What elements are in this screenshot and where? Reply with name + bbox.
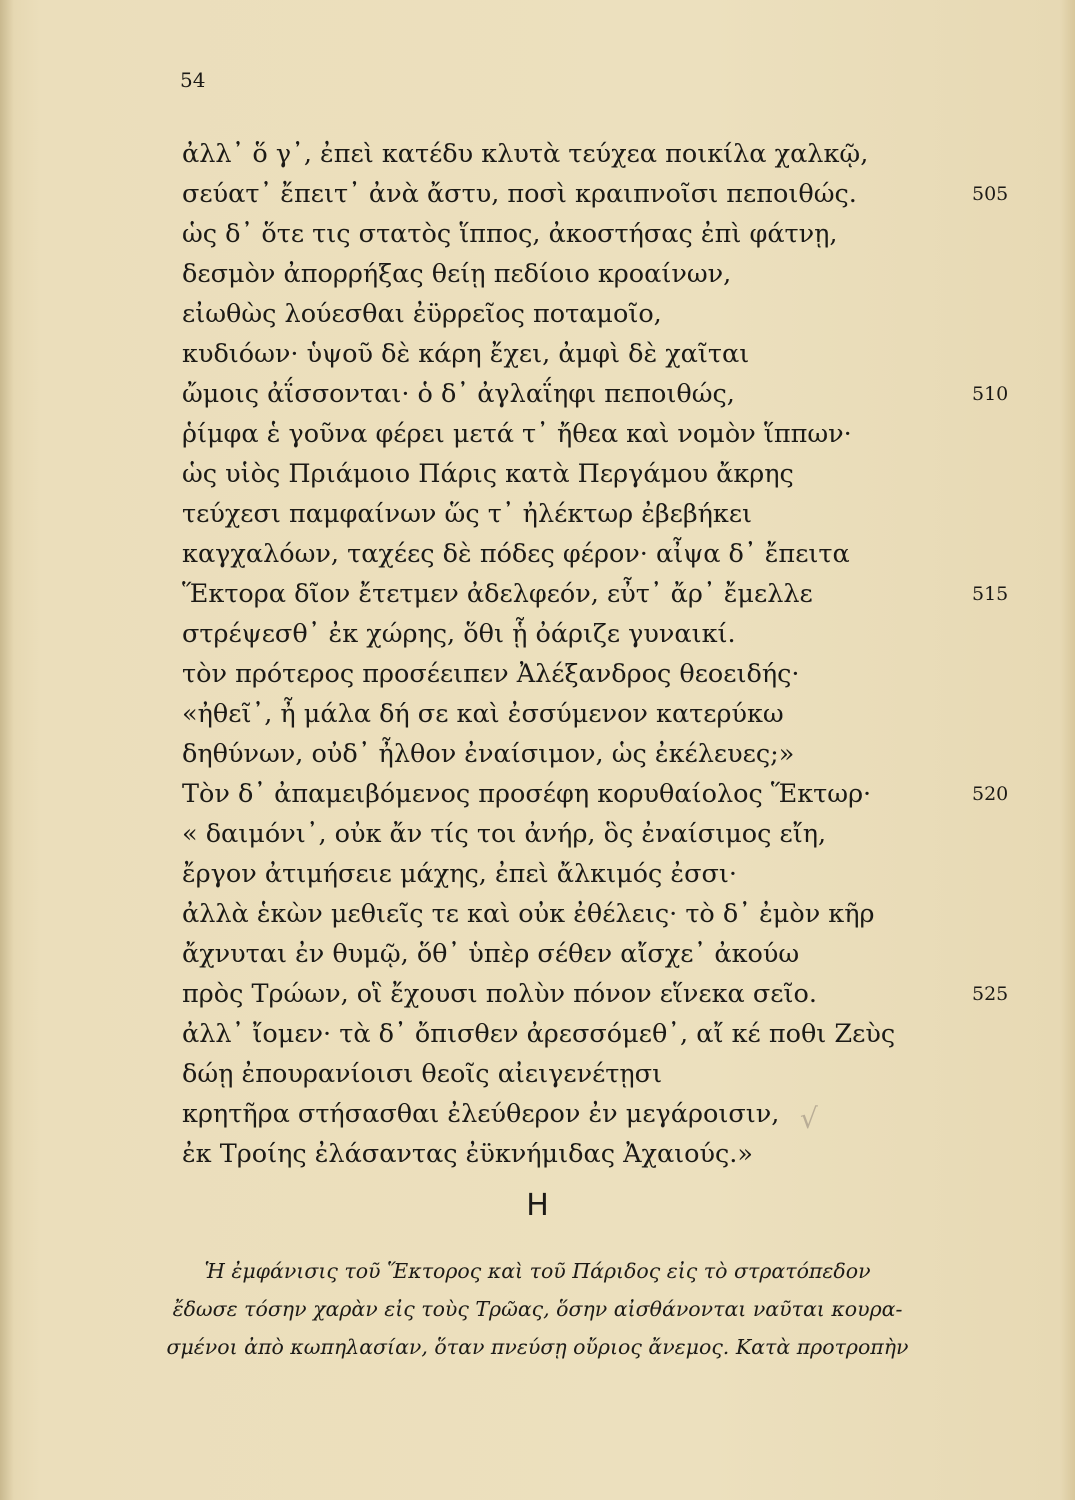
verse-text: ἀλλ᾽ ἴομεν· τὰ δ᾽ ὄπισθεν ἀρεσσόμεθ᾽, αἴ κέ ποθι Ζεὺς <box>182 1019 896 1049</box>
verse-text: εἰωθὼς λούεσθαι ἐϋρρεῖος ποταμοῖο, <box>182 299 662 329</box>
page-number: 54 <box>180 68 206 92</box>
verse-text: ἀλλ᾽ ὅ γ᾽, ἐπεὶ κατέδυ κλυτὰ τεύχεα ποικίλα χαλκῷ, <box>182 139 869 169</box>
verse-text: « δαιμόνι᾽, οὐκ ἄν τίς τοι ἀνήρ, ὃς ἐναίσιμος εἴη, <box>182 819 827 849</box>
verse-line <box>0 814 1075 854</box>
verse-text: πρὸς Τρώων, οἳ ἔχουσι πολὺν πόνον εἵνεκα σεῖο. <box>182 979 817 1009</box>
verse-text: δηθύνων, οὐδ᾽ ἦλθον ἐναίσιμον, ὡς ἐκέλευες;» <box>182 739 795 769</box>
verse-text: Τὸν δ᾽ ἀπαμειβόμενος προσέφη κορυθαίολος Ἕκτωρ· <box>182 779 872 809</box>
verse-line <box>0 334 1075 374</box>
verse-text: στρέψεσθ᾽ ἐκ χώρης, ὅθι ᾗ ὀάριζε γυναικί. <box>182 619 736 649</box>
verse-text: ἐκ Τροίης ἐλάσαντας ἐϋκνήμιδας Ἀχαιούς.» <box>182 1139 754 1169</box>
book-heading-letter: Η <box>526 1188 549 1223</box>
verse-line <box>0 774 1075 814</box>
verse-line <box>0 1134 1075 1174</box>
verse-line <box>0 454 1075 494</box>
verse-line <box>0 1094 1075 1134</box>
verse-line <box>0 254 1075 294</box>
verse-line <box>0 494 1075 534</box>
verse-text: δεσμὸν ἀπορρήξας θείῃ πεδίοιο κροαίνων, <box>182 259 732 289</box>
verse-text: ἄχνυται ἐν θυμῷ, ὅθ᾽ ὑπὲρ σέθεν αἴσχε᾽ ἀκούω <box>182 939 800 969</box>
line-number: 510 <box>972 383 1009 405</box>
verse-block <box>0 134 1075 1174</box>
verse-line <box>0 414 1075 454</box>
verse-line <box>0 654 1075 694</box>
verse-line <box>0 134 1075 174</box>
verse-text: ὤμοις ἀΐσσονται· ὁ δ᾽ ἀγλαΐηφι πεποιθώς, <box>182 379 735 409</box>
verse-text: ὡς υἱὸς Πριάμοιο Πάρις κατὰ Περγάμου ἄκρης <box>182 459 794 489</box>
verse-line <box>0 534 1075 574</box>
verse-text: δώῃ ἐπουρανίοισι θεοῖς αἰειγενέτῃσι <box>182 1059 663 1089</box>
line-number: 525 <box>972 983 1009 1005</box>
verse-line <box>0 854 1075 894</box>
pencil-checkmark: √ <box>800 1102 818 1135</box>
verse-text: «ἠθεῖ᾽, ἦ μάλα δή σε καὶ ἐσσύμενον κατερύκω <box>182 699 784 729</box>
verse-text: κυδιόων· ὑψοῦ δὲ κάρη ἔχει, ἀμφὶ δὲ χαῖται <box>182 339 750 369</box>
verse-text: καγχαλόων, ταχέες δὲ πόδες φέρον· αἶψα δ᾽ ἔπειτα <box>182 539 850 569</box>
verse-line <box>0 974 1075 1014</box>
verse-text: τὸν πρότερος προσέειπεν Ἀλέξανδρος θεοειδής· <box>182 659 800 689</box>
verse-line <box>0 614 1075 654</box>
line-number: 520 <box>972 783 1009 805</box>
verse-text: ῥίμφα ἑ γοῦνα φέρει μετά τ᾽ ἤθεα καὶ νομὸν ἵππων· <box>182 419 852 449</box>
summary-line: Ἡ ἐμφάνισις τοῦ Ἕκτορος καὶ τοῦ Πάριδος εἰς τὸ στρατόπεδον <box>204 1259 871 1283</box>
book-summary <box>0 1252 1075 1366</box>
verse-text: ἀλλὰ ἑκὼν μεθιεῖς τε καὶ οὐκ ἐθέλεις· τὸ δ᾽ ἐμὸν κῆρ <box>182 899 875 929</box>
verse-line <box>0 214 1075 254</box>
verse-line <box>0 694 1075 734</box>
verse-line <box>0 174 1075 214</box>
summary-line: σμένοι ἀπὸ κωπηλασίαν, ὅταν πνεύσῃ οὔριος ἄνεμος. Κατὰ προτροπὴν <box>166 1335 909 1359</box>
verse-text: ὡς δ᾽ ὅτε τις στατὸς ἵππος, ἀκοστήσας ἐπὶ φάτνῃ, <box>182 219 838 249</box>
verse-line <box>0 374 1075 414</box>
summary-line: ἔδωσε τόσην χαρὰν εἰς τοὺς Τρῶας, ὅσην αἰσθάνονται ναῦται κουρα- <box>172 1297 903 1321</box>
line-number: 505 <box>972 183 1009 205</box>
line-number: 515 <box>972 583 1009 605</box>
verse-line <box>0 294 1075 334</box>
verse-text: τεύχεσι παμφαίνων ὥς τ᾽ ἠλέκτωρ ἐβεβήκει <box>182 499 753 529</box>
verse-line <box>0 934 1075 974</box>
verse-line <box>0 1014 1075 1054</box>
verse-line <box>0 894 1075 934</box>
verse-line <box>0 1054 1075 1094</box>
verse-text: ἔργον ἀτιμήσειε μάχης, ἐπεὶ ἄλκιμός ἐσσι· <box>182 859 737 889</box>
verse-text: κρητῆρα στήσασθαι ἐλεύθερον ἐν μεγάροισιν, <box>182 1099 780 1129</box>
verse-text: σεύατ᾽ ἔπειτ᾽ ἀνὰ ἄστυ, ποσὶ κραιπνοῖσι πεποιθώς. <box>182 179 857 209</box>
verse-text: Ἕκτορα δῖον ἔτετμεν ἀδελφεόν, εὖτ᾽ ἄρ᾽ ἔμελλε <box>182 579 813 609</box>
verse-line <box>0 574 1075 614</box>
verse-line <box>0 734 1075 774</box>
